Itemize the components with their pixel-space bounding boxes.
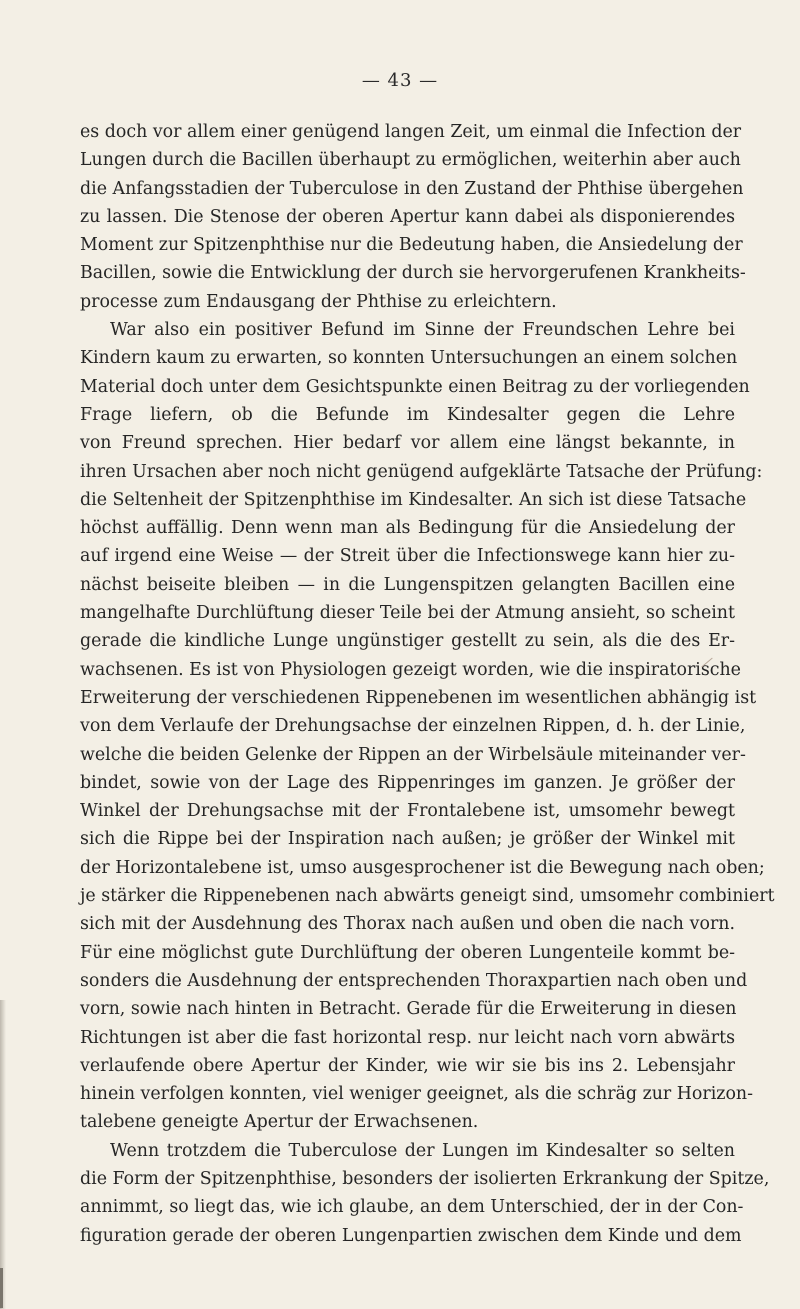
text-line: gerade die kindliche Lunge ungünstiger gestellt zu sein, als die des Er- bbox=[80, 631, 735, 652]
text-line: Lungen durch die Bacillen überhaupt zu ermöglichen, weiterhin aber auch bbox=[80, 150, 741, 171]
text-line: verlaufende obere Apertur der Kinder, wie wir sie bis ins 2. Lebensjahr bbox=[80, 1055, 735, 1076]
text-line: annimmt, so liegt das, wie ich glaube, an dem Unterschied, der in der Con- bbox=[80, 1197, 744, 1218]
body-text bbox=[80, 118, 775, 1250]
text-line: figuration gerade der oberen Lungenpartien zwischen dem Kinde und dem bbox=[80, 1225, 742, 1246]
text-line: Frage liefern, ob die Befunde im Kindesalter gegen die Lehre bbox=[80, 404, 735, 425]
text-line: vorn, sowie nach hinten in Betracht. Gerade für die Erweiterung in diesen bbox=[80, 999, 737, 1020]
text-line: bindet, sowie von der Lage des Rippenringes im ganzen. Je größer der bbox=[80, 772, 735, 793]
text-line: sich die Rippe bei der Inspiration nach außen; je größer der Winkel mit bbox=[80, 829, 735, 850]
text-line: zu lassen. Die Stenose der oberen Apertur kann dabei als disponierendes bbox=[80, 206, 735, 227]
text-line: mangelhafte Durchlüftung dieser Teile bei der Atmung ansieht, so scheint bbox=[80, 603, 735, 624]
text-line: sich mit der Ausdehnung des Thorax nach außen und oben die nach vorn. bbox=[80, 914, 735, 935]
text-line: Material doch unter dem Gesichtspunkte einen Beitrag zu der vorliegenden bbox=[80, 376, 750, 397]
text-line: von dem Verlaufe der Drehungsachse der einzelnen Rippen, d. h. der Linie, bbox=[80, 716, 746, 737]
text-line: die Seltenheit der Spitzenphthise im Kindesalter. An sich ist diese Tatsache bbox=[80, 489, 747, 510]
text-line: Wenn trotzdem die Tuberculose der Lungen im Kindesalter so selten bbox=[110, 1140, 735, 1161]
text-line: Richtungen ist aber die fast horizontal resp. nur leicht nach vorn abwärts bbox=[80, 1027, 735, 1048]
text-line: Moment zur Spitzenphthise nur die Bedeutung haben, die Ansiedelung der bbox=[80, 235, 743, 256]
text-line: höchst auffällig. Denn wenn man als Bedingung für die Ansiedelung der bbox=[80, 518, 735, 539]
page-edge-shadow bbox=[0, 1000, 6, 1309]
text-line: die Form der Spitzenphthise, besonders der isolierten Erkrankung der Spitze, bbox=[80, 1168, 770, 1189]
text-line: Winkel der Drehungsachse mit der Frontalebene ist, umsomehr bewegt bbox=[80, 801, 735, 822]
text-line: Kindern kaum zu erwarten, so konnten Untersuchungen an einem solchen bbox=[80, 348, 738, 369]
text-line: Erweiterung der verschiedenen Rippenebenen im wesentlichen abhängig ist bbox=[80, 687, 757, 708]
text-line: nächst beiseite bleiben — in die Lungenspitzen gelangten Bacillen eine bbox=[80, 574, 735, 595]
text-line: es doch vor allem einer genügend langen Zeit, um einmal die Infection der bbox=[80, 122, 742, 142]
page-edge-mark bbox=[0, 1268, 3, 1308]
text-line: sonders die Ausdehnung der entsprechenden Thoraxpartien nach oben und bbox=[80, 970, 748, 991]
text-line: talebene geneigte Apertur der Erwachsenen. bbox=[80, 1112, 479, 1133]
text-line: Bacillen, sowie die Entwicklung der durch sie hervorgerufenen Krankheits- bbox=[80, 263, 746, 284]
text-line: je stärker die Rippenebenen nach abwärts geneigt sind, umsomehr combiniert bbox=[80, 886, 775, 907]
text-line: wachsenen. Es ist von Physiologen gezeigt worden, wie die inspiratorische bbox=[80, 659, 741, 680]
text-line: welche die beiden Gelenke der Rippen an der Wirbelsäule miteinander ver- bbox=[80, 744, 746, 765]
text-line: hinein verfolgen konnten, viel weniger geeignet, als die schräg zur Horizon- bbox=[80, 1084, 753, 1105]
text-line: processe zum Endausgang der Phthise zu erleichtern. bbox=[80, 291, 557, 312]
text-line: ihren Ursachen aber noch nicht genügend aufgeklärte Tatsache der Prüfung: bbox=[80, 461, 763, 482]
text-line: der Horizontalebene ist, umso ausgesprochener ist die Bewegung nach oben; bbox=[80, 857, 765, 878]
text-line: War also ein positiver Befund im Sinne der Freundschen Lehre bei bbox=[110, 320, 735, 341]
page-number: — 43 — bbox=[361, 70, 439, 91]
text-line: von Freund sprechen. Hier bedarf vor allem eine längst bekannte, in bbox=[80, 433, 735, 454]
text-line: die Anfangsstadien der Tuberculose in den Zustand der Phthise übergehen bbox=[80, 178, 744, 199]
text-line: auf irgend eine Weise — der Streit über die Infectionswege kann hier zu- bbox=[80, 546, 735, 567]
text-line: Für eine möglichst gute Durchlüftung der oberen Lungenteile kommt be- bbox=[80, 942, 735, 963]
